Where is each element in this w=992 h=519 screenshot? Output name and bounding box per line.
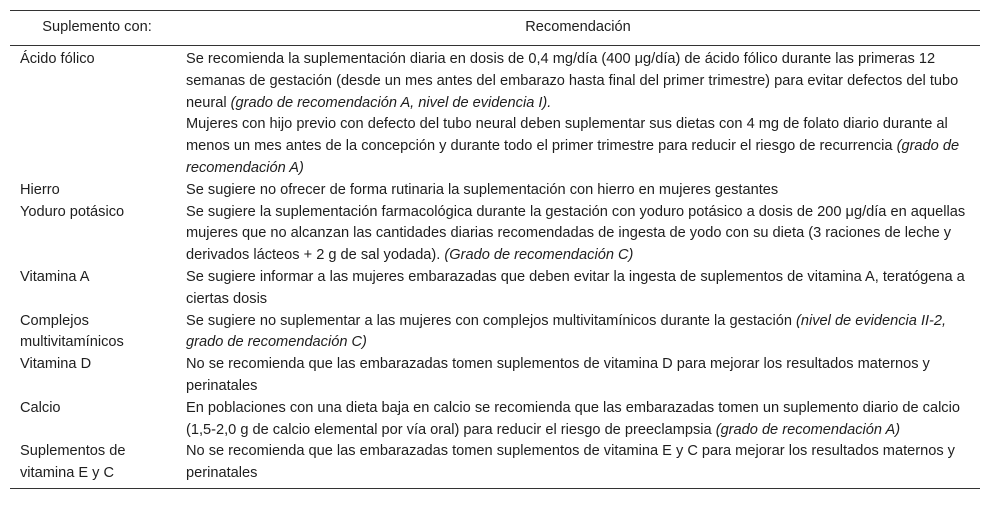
supplement-name-cell: Yoduro potásico bbox=[20, 203, 125, 220]
table-row bbox=[10, 46, 980, 180]
supplement-recommendation-table bbox=[10, 10, 980, 489]
supplement-name-cell: Hierro bbox=[20, 181, 60, 198]
recommendation-text: Se sugiere no ofrecer de forma rutinaria la suplementación con hierro en mujeres gestantes bbox=[186, 181, 779, 198]
supplement-name-cell: Calcio bbox=[20, 399, 61, 416]
recommendation-paragraph bbox=[186, 398, 974, 442]
recommendation-paragraph bbox=[186, 267, 974, 311]
recommendation-text: Se sugiere la suplementación farmacológica durante la gestación con yoduro potásico a dosis de 200 μg/día en aquellas mujeres que no alcanzan las cantidades diarias recomendadas de ingesta de yodo con su dieta (3 raciones de leche y derivados lácteos + 2 g de sal yodada). bbox=[186, 203, 966, 264]
supplement-name-cell: Vitamina A bbox=[20, 268, 90, 285]
supplement-name-cell: Complejos multivitamínicos bbox=[20, 312, 124, 351]
recommendation-cell bbox=[176, 267, 980, 311]
supplement-name-cell: Suplementos de vitamina E y C bbox=[10, 441, 176, 488]
recommendation-text: En poblaciones con una dieta baja en calcio se recomienda que las embarazadas tomen un suplemento diario de calcio (1,5-2,0 g de calcio elemental por vía oral) para reducir el riesgo de preeclampsia bbox=[186, 399, 960, 438]
recommendation-cell bbox=[176, 180, 980, 202]
table-row bbox=[10, 180, 980, 202]
evidence-grade-text: (nivel de evidencia II-2, grado de recomendación C) bbox=[186, 312, 947, 351]
recommendation-paragraph bbox=[186, 49, 974, 114]
evidence-grade-text: (grado de recomendación A, nivel de evidencia I). bbox=[230, 94, 552, 111]
recommendation-cell bbox=[176, 202, 980, 267]
supplement-name-cell: Vitamina D bbox=[20, 356, 92, 373]
table-row bbox=[10, 311, 980, 355]
recommendation-paragraph bbox=[186, 180, 974, 202]
header-row bbox=[10, 11, 980, 46]
recommendation-paragraph bbox=[186, 441, 974, 485]
evidence-grade-text: (Grado de recomendación C) bbox=[444, 247, 634, 264]
recommendation-paragraph bbox=[186, 354, 974, 398]
recommendation-cell bbox=[176, 354, 980, 398]
recommendation-paragraph bbox=[186, 311, 974, 355]
header-supplement: Suplemento con: bbox=[10, 11, 176, 46]
recommendation-text: No se recomienda que las embarazadas tomen suplementos de vitamina E y C para mejorar los resultados maternos y perinatales bbox=[186, 443, 955, 482]
recommendation-cell bbox=[176, 441, 980, 488]
table-row bbox=[10, 354, 980, 398]
recommendation-cell bbox=[176, 46, 980, 180]
table-row bbox=[10, 398, 980, 442]
supplement-name-cell: Ácido fólico bbox=[20, 51, 95, 67]
recommendation-paragraph bbox=[186, 202, 974, 267]
evidence-grade-text: (grado de recomendación A) bbox=[715, 421, 901, 438]
table-header bbox=[10, 11, 980, 46]
recommendation-paragraph bbox=[186, 114, 974, 179]
recommendation-text: Se recomienda la suplementación diaria en dosis de 0,4 mg/día (400 μg/día) de ácido fólico durante las primeras 12 semanas de gestación (desde un mes antes del embarazo hasta final del primer trimestre) para evitar defectos del tubo neural bbox=[186, 51, 959, 111]
header-recommendation: Recomendación bbox=[176, 11, 980, 46]
recommendation-text: Mujeres con hijo previo con defecto del tubo neural deben suplementar sus dietas con 4 mg de folato diario durante al menos un mes antes de la concepción y durante todo el primer trimestre para reducir el riesgo de recurrencia bbox=[186, 116, 948, 155]
recommendation-cell bbox=[176, 311, 980, 355]
recommendation-text: No se recomienda que las embarazadas tomen suplementos de vitamina D para mejorar los resultados maternos y perinatales bbox=[186, 356, 930, 394]
recommendation-text: Se sugiere no suplementar a las mujeres con complejos multivitamínicos durante la gestación bbox=[186, 312, 797, 329]
table-row bbox=[10, 267, 980, 311]
recommendation-cell bbox=[176, 398, 980, 442]
evidence-grade-text: (grado de recomendación A) bbox=[186, 138, 960, 176]
table-row bbox=[10, 202, 980, 267]
recommendation-text: Se sugiere informar a las mujeres embarazadas que deben evitar la ingesta de suplementos de vitamina A, teratógena a ciertas dosis bbox=[186, 268, 965, 307]
table-body bbox=[10, 46, 980, 489]
table-row bbox=[10, 441, 980, 488]
